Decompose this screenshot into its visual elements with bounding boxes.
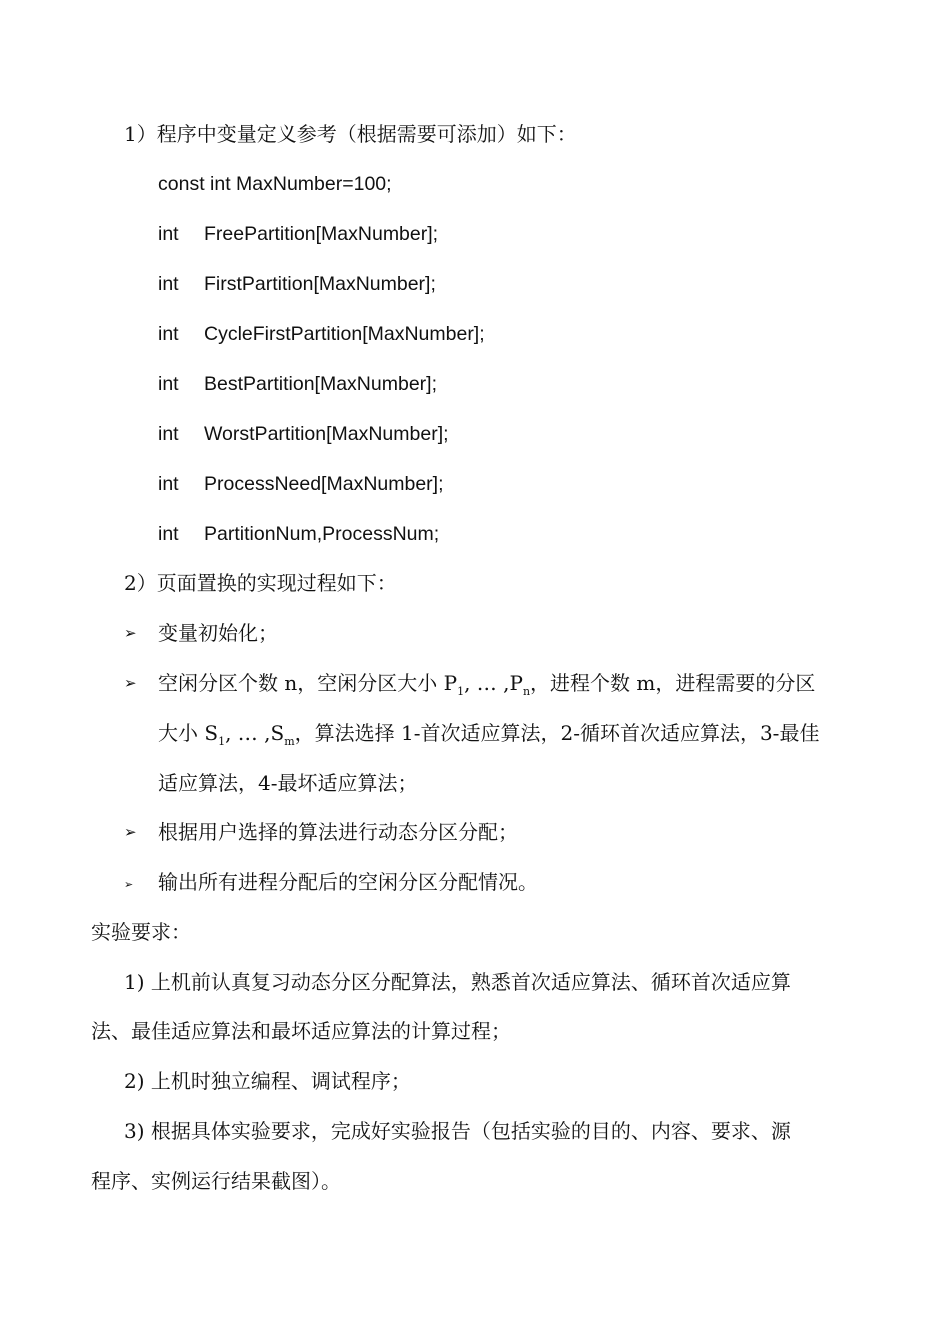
- code-keyword: int: [158, 523, 179, 545]
- text-run: 大小 S: [158, 721, 219, 745]
- requirement-2: 2) 上机时独立编程、调试程序；: [124, 1069, 411, 1093]
- subscript: n: [522, 685, 531, 698]
- code-keyword: int: [158, 273, 179, 295]
- bullet-arrow-icon: ➢: [124, 674, 137, 692]
- code-text: FreePartition[MaxNumber];: [204, 223, 439, 245]
- code-line-6: [158, 469, 444, 499]
- section2-heading: 2）页面置换的实现过程如下：: [124, 571, 397, 595]
- text-run: , … ,S: [225, 721, 285, 745]
- bullet-item-2-line-1: [158, 668, 815, 698]
- bullet-item-1: 变量初始化；: [158, 621, 278, 645]
- bullet-item-3: 根据用户选择的算法进行动态分区分配；: [158, 820, 518, 844]
- code-keyword: const: [158, 173, 205, 195]
- requirement-1-line-2: 法、最佳适应算法和最坏适应算法的计算过程；: [91, 1019, 511, 1043]
- code-text: PartitionNum,ProcessNum;: [204, 523, 440, 545]
- text-run: ，算法选择 1-首次适应算法，2-循环首次适应算法，3-最佳: [294, 721, 820, 745]
- code-keyword: int: [158, 423, 179, 445]
- bullet-item-4: 输出所有进程分配后的空闲分区分配情况。: [158, 870, 538, 894]
- code-line-1: [158, 219, 438, 249]
- bullet-arrow-icon: ➢: [124, 823, 137, 841]
- subscript: 1: [218, 735, 226, 748]
- code-text: CycleFirstPartition[MaxNumber];: [204, 323, 485, 345]
- code-text: FirstPartition[MaxNumber];: [204, 273, 436, 295]
- code-text: WorstPartition[MaxNumber];: [204, 423, 449, 445]
- code-keyword: int: [158, 323, 179, 345]
- requirement-3-line-2: 程序、实例运行结果截图）。: [91, 1169, 341, 1193]
- code-line-7: [158, 519, 439, 549]
- bullet-arrow-icon: ➢: [124, 624, 137, 642]
- code-keyword: int: [158, 223, 179, 245]
- bullet-item-2-line-2: [158, 718, 819, 748]
- code-text: ProcessNeed[MaxNumber];: [204, 473, 444, 495]
- bullet-item-2-line-3: 适应算法，4-最坏适应算法；: [158, 771, 418, 795]
- section1-heading: 1）程序中变量定义参考（根据需要可添加）如下：: [124, 122, 577, 146]
- code-line-0: [158, 169, 392, 199]
- text-run: ，进程个数 m，进程需要的分区: [530, 671, 816, 695]
- requirement-1-line-1: 1) 上机前认真复习动态分区分配算法，熟悉首次适应算法、循环首次适应算: [124, 970, 791, 994]
- subscript: 1: [457, 685, 465, 698]
- bullet-arrow-icon: ➢: [124, 878, 134, 891]
- code-line-3: [158, 319, 485, 349]
- requirement-3-line-1: 3) 根据具体实验要求，完成好实验报告（包括实验的目的、内容、要求、源: [124, 1119, 791, 1143]
- code-line-2: [158, 269, 436, 299]
- code-text: int MaxNumber=100;: [204, 173, 392, 195]
- code-text: BestPartition[MaxNumber];: [204, 373, 438, 395]
- text-run: 空闲分区个数 n，空闲分区大小 P: [158, 671, 458, 695]
- text-run: , … ,P: [464, 671, 523, 695]
- code-keyword: int: [158, 373, 179, 395]
- subscript: m: [284, 735, 295, 748]
- code-line-4: [158, 369, 437, 399]
- code-line-5: [158, 419, 449, 449]
- code-keyword: int: [158, 473, 179, 495]
- requirements-title: 实验要求：: [91, 920, 191, 944]
